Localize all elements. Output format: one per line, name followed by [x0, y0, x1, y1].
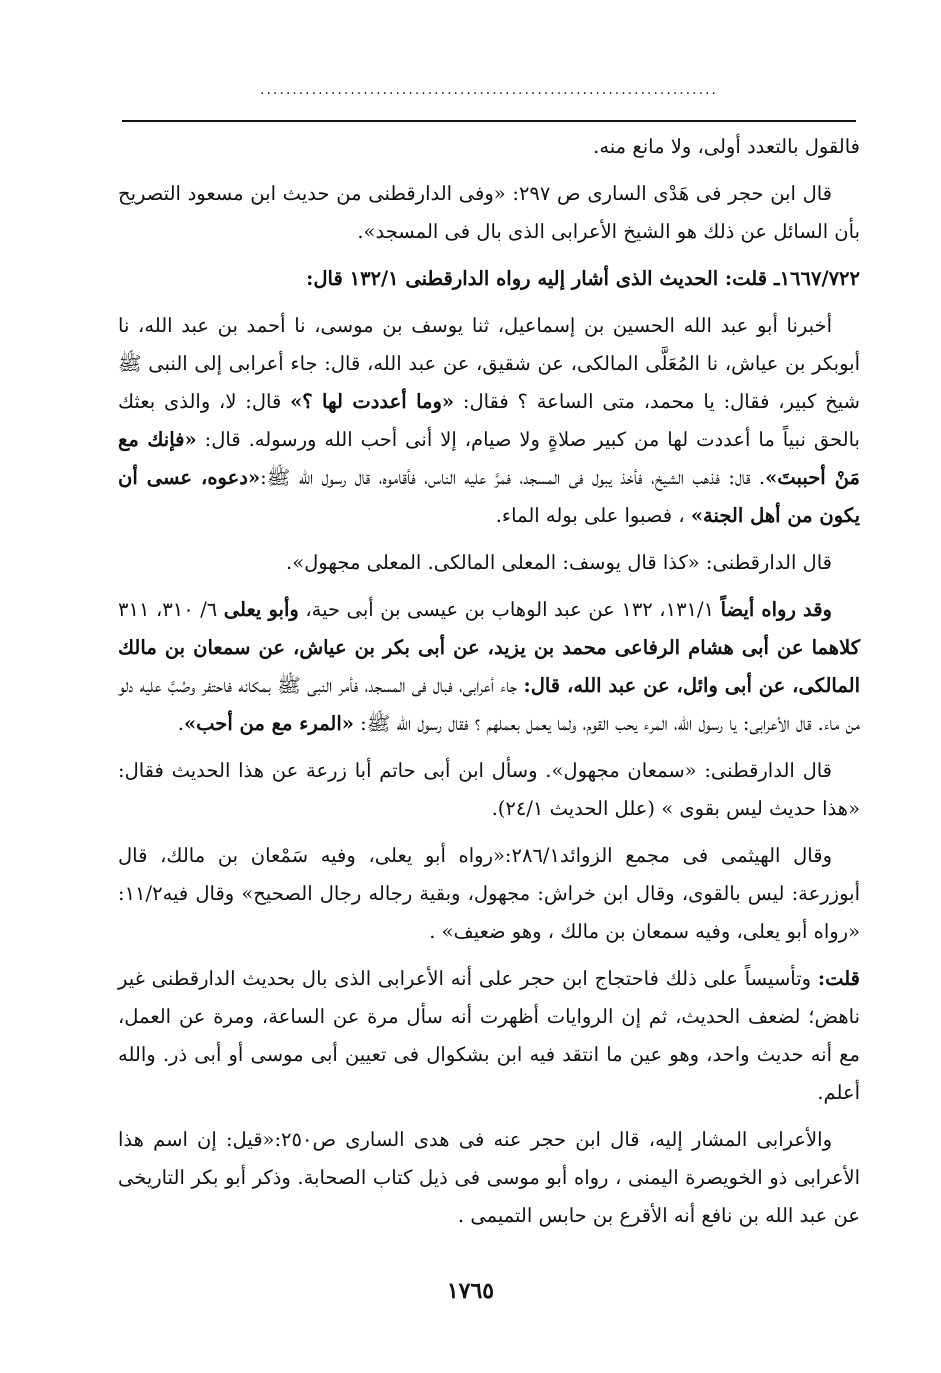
text-segment: قال: لا، والذى بعثك بالحق نبياً ما أعددت لها من كبير صلاةٍ ولا صيام، إلا أنى أحب الله ورسوله. قال: [118, 390, 860, 451]
bold-phrase: كلاهما عن أبى هشام الرفاعى محمد بن يزيد، عن أبى بكر بن عياش، عن سمعان بن مالك المالكى، عن أبى وائل، عن عبد الله، قال: [118, 636, 861, 697]
header-dotted-line: ....................................................................... [260, 82, 718, 98]
text-segment: ، فصبوا على بوله الماء. [495, 504, 691, 527]
text-segment: أخبرنا أبو عبد الله الحسين بن إسماعيل، ثنا يوسف بن موسى، نا أحمد بن عبد الله، نا أبوبكر بن عياش، نا المُعَلَّى المالكى، عن شقيق، عن عبد الله، قال: جاء أعرابى إلى النبى ﷺ شيخ كبير، فقال: يا محمد، متى الساعة ؟ فقال: [118, 314, 860, 413]
paragraph-conclusion [118, 128, 860, 166]
text-segment: قال ابن حجر فى هَدْى السارى ص ٢٩٧: «وفى الدارقطنى من حديث ابن مسعود التصريح بأن السائل عن ذلك هو الشيخ الأعرابى الذى بال فى المسجد». [118, 182, 860, 243]
text-segment: وتأسيساً على ذلك فاحتجاج ابن حجر على أنه الأعرابى الذى بال بحديث الدارقطنى غير ناهض؛ لضعف الحديث، ثم إن الروايات أظهرت أنه سأل مرة عن الساعة، ومرة عن العمل، مع أنه حديث واحد، وهو عين ما انتقد فيه ابن بشكوال فى تعيين أبى موسى أو أبى ذر. والله أعلم. [118, 967, 860, 1104]
text-segment: قال الدارقطنى: «كذا قال يوسف: المعلى المالكى. المعلى مجهول». [286, 551, 832, 574]
paragraph-samaan-comment [118, 752, 860, 828]
bold-quote: «المرء مع من أحب» [183, 712, 354, 735]
bold-quote: «وما أعددت لها ؟» [290, 390, 455, 413]
paragraph-ibn-hajar-quote [118, 175, 860, 251]
text-segment: . [177, 712, 184, 735]
bold-phrase: وقد رواه أيضاً [720, 598, 832, 621]
text-segment: وقال الهيثمى فى مجمع الزوائد٢٨٦/١:«رواه أبو يعلى، وفيه سَمْعان بن مالك، قال أبوزرعة: ليس بالقوى، وقال ابن خراش: مجهول، وبقية رجاله رجال الصحيح» وقال فيه١١/٢: «رواه أبو يعلى، وفيه سمعان بن مالك ، وهو ضعيف» . [118, 844, 860, 943]
paragraph-daraqutni-comment [118, 544, 860, 582]
paragraph-other-narrations [118, 591, 860, 743]
page-number: ١٧٦٥ [446, 1278, 495, 1304]
text-segment: جاء أعرابى، فبال فى المسجد، فأمر النبى ﷺ بمكانه فاحتفر وصُبَّ عليه دلو من ماء. قال الأعرابى: يا رسول الله، المرء يحب القوم، ولما يعمل بعملهم ؟ فقال رسول الله ﷺ: [118, 674, 860, 735]
text-segment: قال الدارقطنى: «سمعان مجهول». وسأل ابن أبى حاتم أبا زرعة عن هذا الحديث فقال: «هذا حديث ليس بقوى » (علل الحديث ٢٤/١). [118, 759, 860, 820]
paragraph-analysis [118, 960, 860, 1112]
header-rule [122, 120, 856, 122]
text-body [118, 128, 860, 1244]
text-segment: . قال: فذهب الشيخ، فأخذ يبول فى المسجد، فمرَّ عليه الناس، فأقاموه، قال رسول الله ﷺ: [260, 466, 766, 489]
paragraph-arab-identity [118, 1121, 860, 1235]
hadith-heading [118, 260, 860, 298]
bold-quote: «دعوه، عسى أن يكون من أهل الجنة» [118, 466, 860, 527]
text-segment: والأعرابى المشار إليه، قال ابن حجر عنه فى هدى السارى ص٢٥٠:«قيل: إن اسم هذا الأعرابى ذو الخويصرة اليمنى ، رواه أبو موسى فى ذيل كتاب الصحابة. وذكر أبو بكر التاريخى عن عبد الله بن نافع أنه الأقرع بن حابس التميمى . [118, 1128, 860, 1227]
text-segment: ٦/ ٣١٠، ٣١١ [118, 598, 224, 621]
paragraph-haythami [118, 837, 860, 951]
bold-quote: «فإنك مع مَنْ أحببتَ» [118, 428, 860, 489]
paragraph-isnad-text [118, 307, 860, 535]
text-segment: فالقول بالتعدد أولى، ولا مانع منه. [593, 135, 860, 158]
text-segment: ١٣١/١، ١٣٢ عن عبد الوهاب بن عيسى بن أبى حية، [298, 598, 721, 621]
heading-text: ١٦٦٧/٧٢٢ـ قلت: الحديث الذى أشار إليه رواه الدارقطنى ١٣٢/١ قال: [306, 267, 860, 290]
bold-phrase: قلت: [817, 967, 860, 990]
bold-phrase: وأبو يعلى [223, 598, 299, 621]
